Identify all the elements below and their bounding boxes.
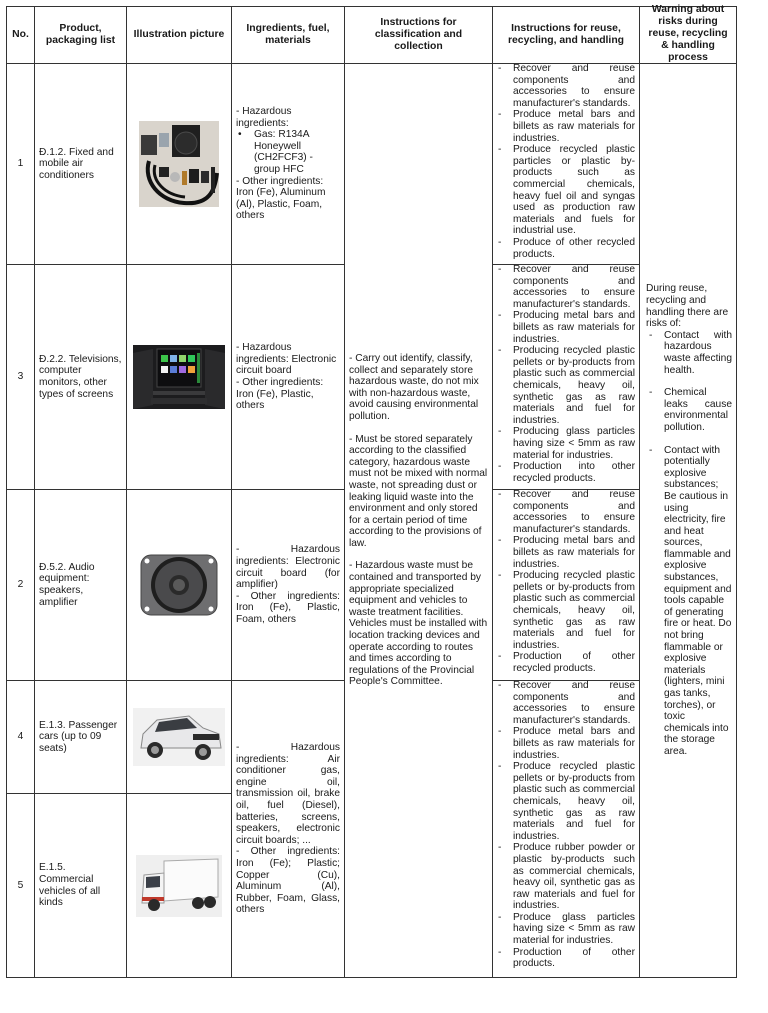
product-name: Đ.2.2. Televisions, computer monitors, other types of screens: [39, 353, 122, 400]
reuse-list: [495, 489, 635, 675]
reuse-cell-vehicles: [493, 680, 639, 977]
row-no: 1: [17, 158, 24, 170]
waste-handling-table: [6, 3, 737, 978]
warning-item: - Chemical leaks cause environmental pollution.: [646, 387, 732, 433]
reuse-item: - Recover and reuse components and accessories to ensure manufacturer's standards.: [495, 680, 635, 726]
header-picture: Illustration picture: [133, 29, 225, 40]
reuse-item: - Producing glass particles having size < 5mm as raw material for industries.: [495, 426, 635, 461]
reuse-list: [495, 63, 635, 260]
reuse-item: - Producing metal bars and billets as raw materials for industries.: [495, 535, 635, 570]
header-classification: Instructions for classification and collection: [374, 17, 463, 52]
warning-item: - Contact with hazardous waste affecting health.: [646, 330, 732, 376]
product-name: Đ.1.2. Fixed and mobile air conditioners: [39, 146, 114, 181]
hazardous-ingredients: - Hazardous ingredients: Electronic circuit board: [236, 342, 337, 377]
reuse-item: - Producing metal bars and billets as raw materials for industries.: [495, 310, 635, 345]
reuse-item: - Produce of other recycled products.: [495, 237, 635, 260]
product-name: E.1.5. Commercial vehicles of all kinds: [39, 862, 101, 909]
reuse-item: - Produce glass particles having size < 5mm as raw material for industries.: [495, 912, 635, 947]
reuse-item: - Produce recycled plastic pellets or by-products from plastic such as commercial chemicals, heavy oil, synthetic gas as raw materials and fuel for industries.: [495, 761, 635, 842]
other-ingredients: - Other ingredients: Iron (Fe), Plastic, others: [236, 377, 324, 412]
air-conditioner-parts-image: [139, 121, 219, 207]
product-name: Đ.5.2. Audio equipment: speakers, amplifier: [39, 561, 95, 608]
header-ingredients: Ingredients, fuel, materials: [246, 23, 330, 46]
reuse-item: - Producing recycled plastic pellets or by-products from plastic such as commercial chemicals, heavy oil, synthetic gas as raw materials and fuel for industries.: [495, 570, 635, 651]
table-border-right: [736, 6, 737, 978]
reuse-item: - Recover and reuse components and accessories to ensure manufacturer's standards.: [495, 264, 635, 310]
header-reuse: Instructions for reuse, recycling, and handling: [507, 23, 625, 46]
row-no: 4: [17, 731, 24, 743]
hazardous-ingredients-label: - Hazardous ingredients:: [236, 106, 292, 129]
reuse-item: - Recover and reuse components and accessories to ensure manufacturer's standards.: [495, 63, 635, 109]
reuse-cell: [493, 489, 639, 680]
ingredients-cell-vehicles: [232, 681, 344, 977]
reuse-list: [495, 680, 635, 970]
row-no: 5: [17, 879, 24, 891]
warning-item: - Contact with potentially explosive substances; Be cautious in using electricity, fire and heat sources, flammable and explosive substances, equipment and tools capable of generating fire or heat. Do not bring flammable or explosive materials (lighters, mini gas tanks, torches), or toxic chemicals into the storage area.: [646, 445, 732, 758]
other-ingredients: - Other ingredients: Iron (Fe), Aluminum (Al), Plastic, Foam, others: [236, 175, 326, 222]
ingredients-cell: [232, 490, 344, 680]
warning-list: [646, 330, 732, 758]
reuse-item: - Production of other recycled products.: [495, 651, 635, 674]
header-no: No.: [12, 29, 29, 40]
hazardous-ingredients-list: [236, 129, 340, 175]
reuse-list: [495, 264, 635, 484]
reuse-item: - Recover and reuse components and accessories to ensure manufacturer's standards.: [495, 489, 635, 535]
reuse-item: - Produce recycled plastic particles or plastic by-products such as commercial chemicals, heavy fuel oil and syngas used as production raw materials and fuels for industrial use.: [495, 144, 635, 237]
product-picture-cell: [127, 681, 231, 793]
reuse-item: - Produce rubber powder or plastic by-products such as commercial chemicals, heavy oil, synthetic gas as raw materials and fuel for industries.: [495, 842, 635, 912]
reuse-cell: [493, 264, 639, 489]
classification-paragraph: - Must be stored separately according to the classified category, hazardous waste must not be mixed with normal waste, not spreading dust or leaking liquid waste into the environment and only stored for a certain period of time according to the provisions of law.: [349, 433, 488, 549]
hazardous-ingredients: - Hazardous ingredients: Electronic circuit board (for amplifier): [236, 544, 340, 591]
ingredients-cell: [232, 64, 344, 264]
hazardous-ingredients: - Hazardous ingredients: Air conditioner gas, engine oil, transmission oil, brake oil, fuel (Diesel), batteries, screens, speakers, electronic circuit boards; ...: [236, 742, 340, 846]
header-warning: Warning about risks during reuse, recycling & handling process: [648, 3, 728, 63]
product-picture-cell: [127, 794, 231, 977]
row-no: 2: [17, 579, 24, 591]
hazardous-ingredient-item: • Gas: R134A Honeywell (CH2FCF3) - group HFC: [236, 129, 340, 175]
product-picture-cell: [127, 64, 231, 264]
reuse-item: - Production into other recycled products.: [495, 461, 635, 484]
reuse-cell: [493, 63, 639, 264]
suv-car-image: [133, 708, 225, 766]
reuse-item: - Production of other products.: [495, 947, 635, 970]
product-picture-cell: [127, 490, 231, 680]
other-ingredients: - Other ingredients: Iron (Fe); Plastic; Copper (Cu), Aluminum (Al), Rubber, Foam, Glass, others: [236, 846, 340, 916]
reuse-item: - Producing recycled plastic pellets or by-products from plastic such as commercial chemicals, heavy oil, synthetic gas as raw materials and fuel for industries.: [495, 345, 635, 426]
warning-cell: [640, 64, 736, 977]
product-picture-cell: [127, 265, 231, 489]
table-border-bottom: [6, 977, 737, 978]
row-no: 3: [17, 371, 24, 383]
header-product: Product, packaging list: [45, 23, 116, 46]
classification-cell: [345, 64, 492, 977]
car-screen-image: [133, 345, 225, 409]
product-name: E.1.3. Passenger cars (up to 09 seats): [39, 719, 118, 754]
ingredients-cell: [232, 265, 344, 489]
classification-paragraph: - Carry out identify, classify, collect and separately store hazardous waste, do not mix with non-hazardous waste, avoid causing environmental pollution.: [349, 352, 479, 422]
classification-paragraph: - Hazardous waste must be contained and transported by appropriate specialized equipment and vehicles to waste treatment facilities. Vehicles must be installed with location tracking devices and operate according to routes and times according to regulations of the Provincial People's Committee.: [349, 560, 488, 688]
box-truck-image: [136, 855, 222, 917]
speaker-image: [137, 553, 221, 617]
other-ingredients: - Other ingredients: Iron (Fe), Plastic, Foam, others: [236, 590, 340, 625]
reuse-item: - Produce metal bars and billets as raw materials for industries.: [495, 109, 635, 144]
reuse-item: - Produce metal bars and billets as raw materials for industries.: [495, 726, 635, 761]
warning-intro: During reuse, recycling and handling there are risks of:: [646, 283, 729, 330]
